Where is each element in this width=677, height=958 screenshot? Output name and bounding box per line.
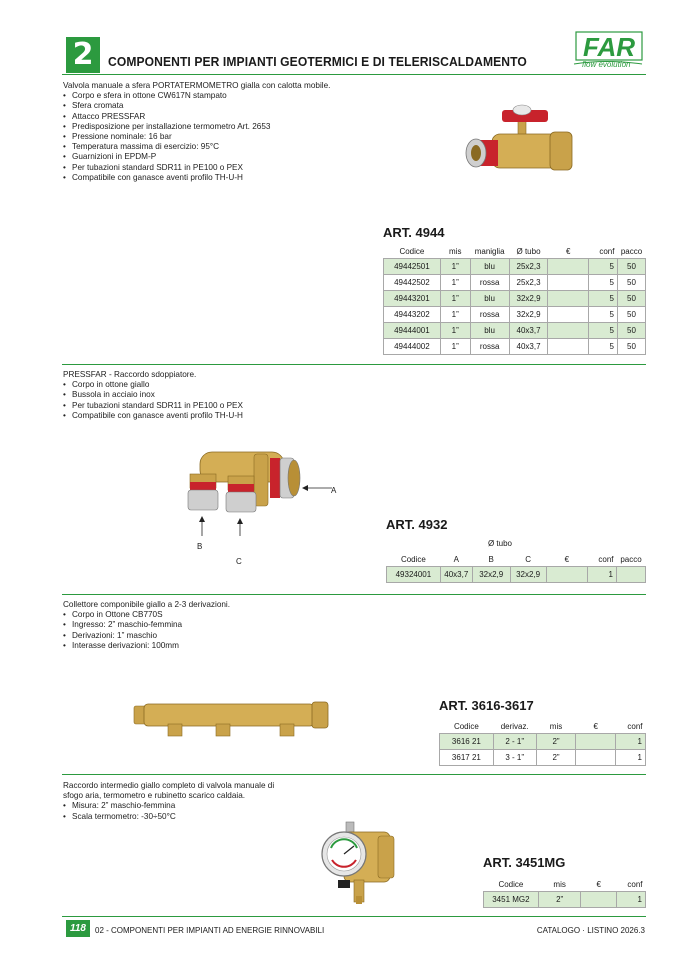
table-cell: 50 (617, 306, 645, 322)
feature-item: • Compatibile con ganasce aventi profilo TH-U-H (63, 411, 243, 421)
feature-list (63, 801, 274, 821)
feature-list (63, 91, 330, 183)
table-cell: 50 (617, 274, 645, 290)
table-cell (617, 566, 646, 582)
article-title: ART. 4944 (383, 225, 445, 240)
table-cell: 3617 21 (440, 749, 494, 765)
product-description-4944 (63, 81, 330, 183)
column-header: € (576, 720, 616, 733)
table-cell (548, 290, 589, 306)
table-cell: 5 (589, 258, 618, 274)
column-header: pacco (617, 553, 646, 566)
dimension-label-a: A (331, 486, 337, 495)
table-cell: 1” (440, 290, 470, 306)
column-header: € (581, 878, 617, 891)
footer-catalog-title: CATALOGO · LISTINO 2026.3 (536, 926, 645, 935)
table-row (440, 733, 646, 749)
table-header-row (387, 553, 646, 566)
column-header: conf (589, 245, 618, 258)
page-title: COMPONENTI PER IMPIANTI GEOTERMICI E DI TELERISCALDAMENTO (108, 54, 527, 69)
table-cell (548, 306, 589, 322)
feature-item: • Pressione nominale: 16 bar (63, 132, 330, 142)
table-cell: 32x2,9 (510, 566, 546, 582)
table-cell: 1” (440, 322, 470, 338)
feature-item: • Predisposizione per installazione termometro Art. 2653 (63, 122, 330, 132)
table-cell (576, 733, 616, 749)
table-cell (548, 274, 589, 290)
table-header-row (440, 720, 646, 733)
description-lead: PRESSFAR - Raccordo sdoppiatore. (63, 370, 197, 379)
description-lead: Valvola manuale a sfera PORTATERMOMETRO gialla con calotta mobile. (63, 81, 331, 90)
feature-item: • Per tubazioni standard SDR11 in PE100 o PEX (63, 401, 243, 411)
feature-item: • Sfera cromata (63, 101, 330, 111)
column-header: C (510, 553, 546, 566)
table-cell: 2” (538, 891, 581, 907)
feature-list (63, 610, 230, 651)
column-header: conf (588, 553, 617, 566)
table-cell: 5 (589, 274, 618, 290)
section-divider (62, 594, 646, 595)
table-row (484, 891, 646, 907)
table-cell: 1 (616, 749, 646, 765)
table-cell: 49443201 (384, 290, 441, 306)
table-cell: 1 (617, 891, 646, 907)
table-cell (581, 891, 617, 907)
logo-tagline: flow evolution (582, 60, 631, 69)
footer-chapter-title: 02 - COMPONENTI PER IMPIANTI AD ENERGIE RINNOVABILI (95, 926, 325, 935)
table-cell: blu (470, 322, 509, 338)
page-number: 118 (66, 920, 90, 937)
table-cell: rossa (470, 274, 509, 290)
table-cell: 25x2,3 (509, 274, 548, 290)
description-lead: Raccordo intermedio giallo completo di valvola manuale di (63, 781, 275, 790)
article-title: ART. 4932 (386, 517, 448, 532)
dimension-label-c: C (236, 557, 242, 566)
feature-item: • Misura: 2” maschio-femmina (63, 801, 274, 811)
table-cell: 50 (617, 338, 645, 354)
table-cell (548, 338, 589, 354)
product-table-4944 (383, 245, 646, 355)
column-header: derivaz. (493, 720, 536, 733)
chapter-number-badge: 2 (66, 37, 100, 73)
table-cell: 50 (617, 258, 645, 274)
table-cell: 49324001 (387, 566, 441, 582)
table-cell (548, 258, 589, 274)
diameter-group-header: Ø tubo (487, 539, 512, 548)
table-cell: 1” (440, 274, 470, 290)
product-table-3616 (439, 720, 646, 766)
table-cell: 3616 21 (440, 733, 494, 749)
table-cell: 5 (589, 338, 618, 354)
table-cell: 2” (536, 733, 576, 749)
feature-item: • Temperatura massima di esercizio: 95°C (63, 142, 330, 152)
tee-fitting-image (184, 444, 344, 540)
table-header-row (384, 245, 646, 258)
table-cell: 40x3,7 (440, 566, 472, 582)
feature-item: • Scala termometro: -30÷50°C (63, 812, 274, 822)
table-cell: 1” (440, 338, 470, 354)
table-cell: 50 (617, 290, 645, 306)
table-cell: 1” (440, 306, 470, 322)
table-cell: 3451 MG2 (484, 891, 539, 907)
table-cell (548, 322, 589, 338)
description-lead-continued: sfogo aria, termometro e rubinetto scarico caldaia. (63, 791, 246, 801)
product-table-3451 (483, 878, 646, 908)
table-cell (546, 566, 588, 582)
table-cell: 2” (536, 749, 576, 765)
column-header: mis (440, 245, 470, 258)
table-row (387, 566, 646, 582)
table-cell: 49442502 (384, 274, 441, 290)
feature-item: • Interasse derivazioni: 100mm (63, 641, 230, 651)
section-divider (62, 774, 646, 775)
table-cell: 32x2,9 (472, 566, 510, 582)
column-header: mis (538, 878, 581, 891)
table-row (384, 338, 646, 354)
column-header: mis (536, 720, 576, 733)
table-cell: 49444001 (384, 322, 441, 338)
column-header: Codice (440, 720, 494, 733)
table-cell: 1 (588, 566, 617, 582)
product-description-4932 (63, 370, 243, 421)
feature-item: • Ingresso: 2” maschio-femmina (63, 620, 230, 630)
product-description-3451 (63, 781, 274, 822)
column-header: A (440, 553, 472, 566)
table-cell (576, 749, 616, 765)
column-header: B (472, 553, 510, 566)
feature-item: • Corpo e sfera in ottone CW617N stampato (63, 91, 330, 101)
column-header: Codice (387, 553, 441, 566)
table-cell: 25x2,3 (509, 258, 548, 274)
table-header-row (484, 878, 646, 891)
table-cell: blu (470, 290, 509, 306)
column-header: Ø tubo (509, 245, 548, 258)
table-cell: 5 (589, 290, 618, 306)
table-row (384, 274, 646, 290)
table-row (440, 749, 646, 765)
thermometer-fitting-image (318, 818, 398, 906)
ball-valve-image (462, 104, 582, 190)
table-row (384, 322, 646, 338)
product-table-4932 (386, 553, 646, 583)
feature-item: • Compatibile con ganasce aventi profilo TH-U-H (63, 173, 330, 183)
table-cell: 49444002 (384, 338, 441, 354)
header-divider (62, 74, 646, 75)
table-cell: 49442501 (384, 258, 441, 274)
column-header: Codice (384, 245, 441, 258)
table-cell: 2 - 1” (493, 733, 536, 749)
table-cell: 32x2,9 (509, 306, 548, 322)
feature-item: • Derivazioni: 1” maschio (63, 631, 230, 641)
column-header: € (546, 553, 588, 566)
table-cell: 3 - 1” (493, 749, 536, 765)
table-cell: rossa (470, 338, 509, 354)
column-header: conf (616, 720, 646, 733)
table-cell: 49443202 (384, 306, 441, 322)
table-cell: rossa (470, 306, 509, 322)
feature-item: • Attacco PRESSFAR (63, 112, 330, 122)
table-cell: 5 (589, 322, 618, 338)
feature-item: • Per tubazioni standard SDR11 in PE100 o PEX (63, 163, 330, 173)
table-row (384, 258, 646, 274)
table-cell: 50 (617, 322, 645, 338)
feature-item: • Corpo in ottone giallo (63, 380, 243, 390)
article-title: ART. 3616-3617 (439, 698, 534, 713)
column-header: conf (617, 878, 646, 891)
dimension-label-b: B (197, 542, 203, 551)
section-divider (62, 364, 646, 365)
feature-list (63, 380, 243, 421)
column-header: € (548, 245, 589, 258)
article-title: ART. 3451MG (483, 855, 566, 870)
table-row (384, 306, 646, 322)
table-cell: 40x3,7 (509, 322, 548, 338)
table-cell: blu (470, 258, 509, 274)
description-lead: Collettore componibile giallo a 2-3 derivazioni. (63, 600, 231, 609)
table-row (384, 290, 646, 306)
table-cell: 40x3,7 (509, 338, 548, 354)
feature-item: • Bussola in acciaio inox (63, 390, 243, 400)
column-header: pacco (617, 245, 645, 258)
table-cell: 5 (589, 306, 618, 322)
table-cell: 1” (440, 258, 470, 274)
footer-divider (62, 916, 646, 917)
column-header: Codice (484, 878, 539, 891)
feature-item: • Corpo in Ottone CB770S (63, 610, 230, 620)
column-header: maniglia (470, 245, 509, 258)
product-description-3616 (63, 600, 230, 651)
manifold-image (132, 700, 330, 742)
logo-text: FAR (583, 32, 635, 62)
feature-item: • Guarnizioni in EPDM-P (63, 152, 330, 162)
table-cell: 32x2,9 (509, 290, 548, 306)
table-cell: 1 (616, 733, 646, 749)
